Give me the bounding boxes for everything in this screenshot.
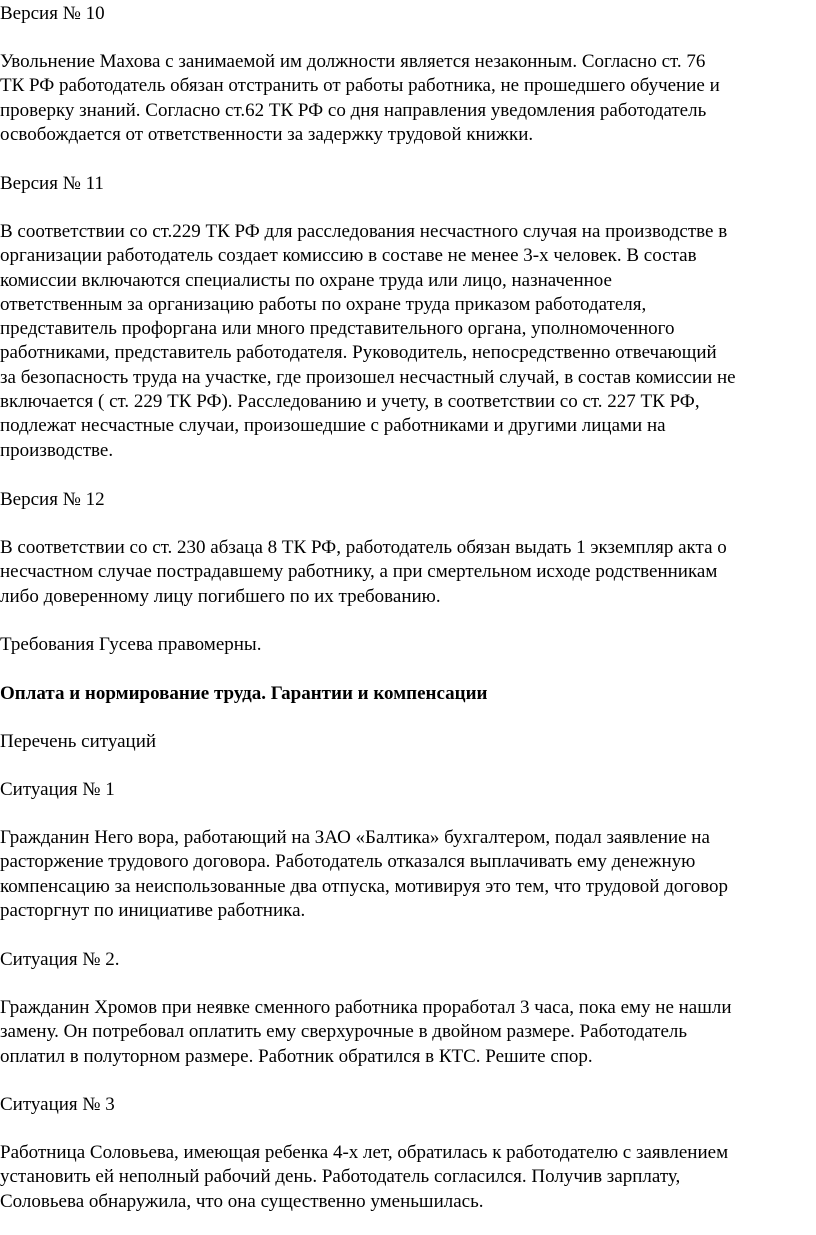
situation-1-title: Ситуация № 1 xyxy=(0,779,115,800)
situation-3-text: Работница Соловьева, имеющая ребенка 4-х лет, обратилась к работодателю с заявлением установить ей неполный рабочий день. Работодатель согласился. Получив зарплату, Соловьева обнаружила, что она существенно уменьшилась. xyxy=(0,1142,729,1212)
situation-2-text: Гражданин Хромов при неявке сменного работника проработал 3 часа, пока ему не нашли замену. Он потребовал оплатить ему сверхурочные в двойном размере. Работодатель оплатил в полуторном размере. Работник обратился в КТС. Решите спор. xyxy=(0,997,732,1067)
version-12-conclusion: Требования Гусева правомерны. xyxy=(0,634,262,655)
situation-3-title: Ситуация № 3 xyxy=(0,1094,115,1115)
section-heading: Оплата и нормирование труда. Гарантии и компенсации xyxy=(0,683,488,704)
version-10-title: Версия № 10 xyxy=(0,3,105,24)
version-11-title: Версия № 11 xyxy=(0,173,104,194)
version-10-text: Увольнение Махова с занимаемой им должности является незаконным. Согласно ст. 76 ТК РФ работодатель обязан отстранить от работы работника, не прошедшего обучение и проверку знаний. Согласно ст.62 ТК РФ со дня направления уведомления работодатель освобождается от ответственности за задержку трудовой книжки. xyxy=(0,51,720,145)
situation-2-title: Ситуация № 2. xyxy=(0,949,120,970)
situations-list-title: Перечень ситуаций xyxy=(0,731,157,752)
version-12-text: В соответствии со ст. 230 абзаца 8 ТК РФ, работодатель обязан выдать 1 экземпляр акта о несчастном случае пострадавшему работнику, а при смертельном исходе родственникам либо доверенному лицу погибшего по их требованию. xyxy=(0,537,727,607)
version-11-text: В соответствии со ст.229 ТК РФ для расследования несчастного случая на производстве в организации работодатель создает комиссию в составе не менее 3-х человек. В состав комиссии включаются специалисты по охране труда или лицо, назначенное ответственным за организацию работы по охране труда приказом работодателя, представитель профоргана или много представительного органа, уполномоченного работниками, представитель работодателя. Руководитель, непосредственно отвечающий за безопасность труда на участке, где произошел несчастный случай, в состав комиссии не включается ( ст. 229 ТК РФ). Расследованию и учету, в соответствии со ст. 227 ТК РФ, подлежат несчастные случаи, произошедшие с работниками и другими лицами на производстве. xyxy=(0,221,736,461)
version-12-title: Версия № 12 xyxy=(0,489,105,510)
situation-1-text: Гражданин Него вора, работающий на ЗАО «Балтика» бухгалтером, подал заявление на расторжение трудового договора. Работодатель отказался выплачивать ему денежную компенсацию за неиспользованные два отпуска, мотивируя это тем, что трудовой договор расторгнут по инициативе работника. xyxy=(0,827,729,921)
